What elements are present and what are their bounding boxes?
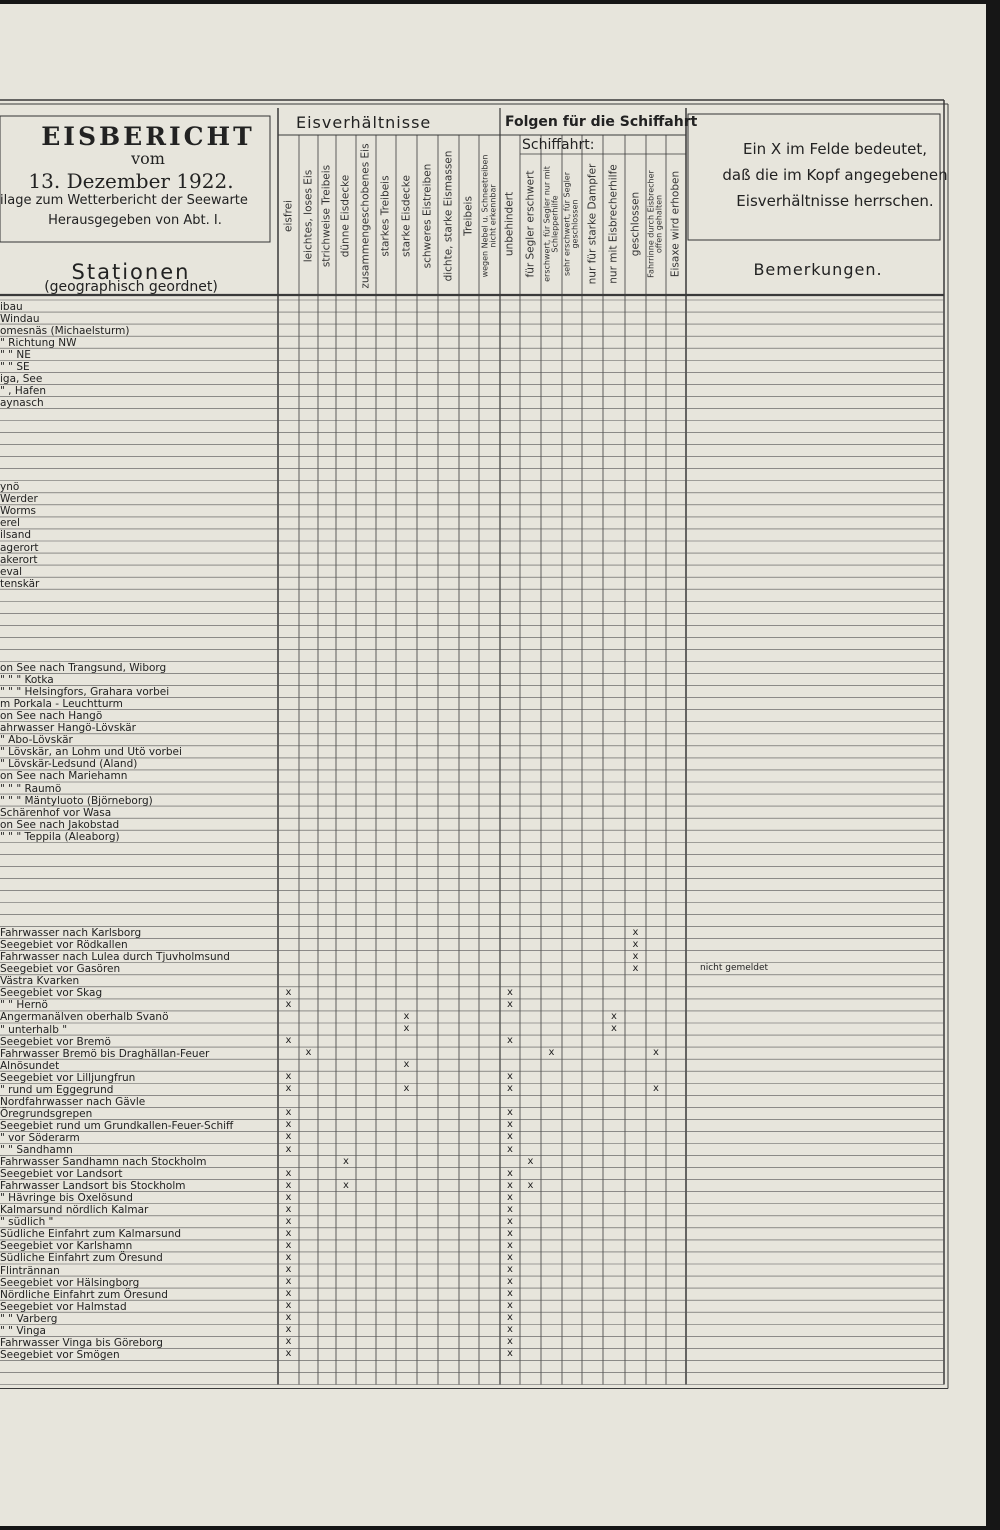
station-label: Västra Kvarken — [0, 975, 80, 988]
ice-mark: x — [285, 1143, 292, 1155]
legend-line-1: Ein X im Felde bedeutet, — [743, 140, 927, 158]
station-label: Schärenhof vor Wasa — [0, 806, 112, 819]
ice-mark: x — [507, 1167, 513, 1179]
ice-mark: x — [507, 1312, 513, 1324]
column-header: nur mit Eisbrecherhilfe — [607, 164, 620, 284]
ice-mark: x — [285, 1276, 292, 1288]
station-label: Seegebiet vor Smögen — [0, 1348, 120, 1361]
remarks-heading: Bemerkungen. — [753, 260, 883, 279]
ice-mark: x — [507, 1119, 513, 1131]
ice-mark: x — [507, 1215, 513, 1227]
ice-mark: x — [507, 1131, 513, 1143]
ice-mark: x — [507, 1179, 513, 1191]
ice-mark: x — [285, 1251, 292, 1263]
ice-mark: x — [285, 1167, 292, 1179]
station-label: on See nach Hangö — [0, 710, 103, 723]
station-label: " " " Raumö — [0, 782, 62, 795]
legend-line-3: Eisverhältnisse herrschen. — [736, 192, 934, 210]
ice-mark: x — [305, 1047, 312, 1059]
ice-mark: x — [403, 1010, 410, 1022]
station-label: Kalmarsund nördlich Kalmar — [0, 1204, 149, 1217]
column-header: eisfrei — [281, 199, 294, 233]
station-label: Angermanälven oberhalb Svanö — [0, 1011, 169, 1024]
station-label: " " " Mäntyluoto (Björneborg) — [0, 794, 153, 807]
column-header: für Segler erschwert — [523, 170, 536, 278]
station-label: Fahrwasser Bremö bis Draghällan-Feuer — [0, 1047, 210, 1060]
column-header: strichweise Treibeis — [320, 164, 333, 268]
ice-mark: x — [507, 1264, 513, 1276]
ice-mark: x — [285, 1324, 292, 1336]
station-label: Seegebiet vor Karlshamn — [0, 1240, 133, 1253]
ice-mark: x — [285, 1239, 292, 1251]
station-label: " Lövskär, an Lohm und Utö vorbei — [0, 746, 182, 759]
station-label: on See nach Mariehamn — [0, 770, 128, 783]
legend-line-2: daß die im Kopf angegebenen — [722, 166, 948, 184]
station-label: Fahrwasser Landsort bis Stockholm — [0, 1180, 186, 1193]
station-label: ahrwasser Hangö-Lövskär — [0, 722, 136, 735]
station-label: " " Sandhamn — [0, 1144, 73, 1156]
ice-mark: x — [343, 1155, 349, 1167]
station-label: " " Hernö — [0, 999, 48, 1012]
ice-mark: x — [507, 1035, 513, 1047]
ice-mark: x — [403, 1083, 410, 1095]
station-label: " " " Teppila (Aleaborg) — [0, 830, 120, 843]
ice-mark: x — [507, 1107, 513, 1119]
station-label: " südlich " — [0, 1216, 54, 1229]
column-header: Treibeis — [462, 196, 475, 236]
column-header: geschlossen — [628, 191, 641, 257]
ice-mark: x — [632, 950, 639, 962]
ice-mark: x — [507, 1191, 513, 1203]
ice-mark: x — [632, 938, 639, 950]
ice-mark: x — [285, 1227, 292, 1239]
ice-mark: x — [285, 1119, 292, 1131]
station-label: iga, See — [0, 372, 43, 385]
column-header: dünne Eisdecke — [339, 174, 352, 258]
station-label: " vor Söderarm — [0, 1131, 80, 1144]
shipping-heading: Folgen für die Schiffahrt — [505, 114, 698, 130]
station-label: " , Hafen — [0, 384, 46, 397]
station-label: Öregrundsgrepen — [0, 1107, 93, 1120]
ice-mark: x — [653, 1083, 659, 1095]
ice-conditions-heading: Eisverhältnisse — [296, 113, 432, 132]
ice-mark: x — [507, 1348, 513, 1360]
report-publisher: Herausgegeben von Abt. I. — [48, 213, 222, 228]
report-title: EISBERICHT — [41, 122, 255, 151]
station-label: on See nach Trangsund, Wiborg — [0, 662, 167, 674]
station-label: tenskär — [0, 577, 40, 590]
station-label: eval — [0, 565, 23, 578]
ice-mark: x — [527, 1179, 534, 1191]
station-label: " Richtung NW — [0, 336, 77, 349]
station-label: akerort — [0, 553, 38, 566]
ice-mark: x — [285, 1288, 292, 1300]
station-label: Südliche Einfahrt zum Kalmarsund — [0, 1228, 182, 1241]
station-label: Seegebiet vor Lilljungfrun — [0, 1071, 136, 1084]
station-label: " rund um Eggegrund — [0, 1083, 114, 1096]
station-label: Seegebiet vor Skag — [0, 987, 103, 1000]
ice-mark: x — [285, 1203, 292, 1215]
ice-mark: x — [285, 1300, 292, 1312]
column-header: schweres Eistreiben — [420, 163, 433, 269]
report-date: 13. Dezember 1922. — [28, 169, 234, 193]
ice-mark: x — [507, 1071, 513, 1083]
station-label: Worms — [0, 505, 37, 518]
report-vom: vom — [131, 149, 165, 168]
column-header: Fahrrinne durch Eisbrecher offen gehalten — [646, 170, 664, 278]
ice-mark: x — [507, 986, 513, 998]
ice-mark: x — [507, 1083, 513, 1095]
station-label: Flintrännan — [0, 1264, 60, 1277]
ice-mark: x — [285, 1131, 292, 1143]
column-header: dichte, starke Eismassen — [441, 150, 454, 282]
station-label: Nordfahrwasser nach Gävle — [0, 1095, 146, 1108]
column-header: zusammengeschobenes Eis — [359, 143, 372, 289]
station-label: agerort — [0, 541, 39, 554]
station-label: Fahrwasser Sandhamn nach Stockholm — [0, 1156, 207, 1169]
ice-mark: x — [653, 1047, 659, 1059]
column-header: erschwert, für Segler nur mit Schlepperhilfe — [542, 166, 560, 282]
station-label: " " " Kotka — [0, 674, 54, 687]
ice-mark: x — [403, 1059, 410, 1071]
station-label: Seegebiet vor Halmstad — [0, 1300, 127, 1313]
station-label: Fahrwasser Vinga bis Göreborg — [0, 1336, 163, 1349]
station-label: Fahrwasser nach Lulea durch Tjuvholmsund — [0, 951, 230, 964]
ice-mark: x — [507, 1143, 513, 1155]
ice-mark: x — [285, 986, 292, 998]
ice-mark: x — [507, 1324, 513, 1336]
ice-mark: x — [507, 1251, 513, 1263]
ice-mark: x — [507, 1227, 513, 1239]
station-label: Seegebiet vor Bremö — [0, 1035, 111, 1048]
column-header: wegen Nebel u. Schneetreiben nicht erkennbar — [480, 154, 498, 278]
ice-mark: x — [285, 1107, 292, 1119]
ice-mark: x — [507, 1203, 513, 1215]
station-label: erel — [0, 517, 20, 530]
station-label: Seegebiet vor Rödkallen — [0, 939, 128, 952]
column-header: starkes Treibeis — [379, 175, 392, 257]
column-header: unbehindert — [503, 191, 516, 257]
ice-mark: x — [285, 1191, 292, 1203]
ice-mark: x — [507, 998, 513, 1010]
station-label: Werder — [0, 493, 38, 506]
station-label: Seegebiet vor Hälsingborg — [0, 1276, 140, 1289]
stations-subheading: (geographisch geordnet) — [44, 279, 218, 295]
station-label: ynö — [0, 481, 20, 494]
ice-mark: x — [285, 1312, 292, 1324]
column-header: Eisaxe wird erhoben — [669, 170, 682, 278]
ice-mark: x — [285, 1071, 292, 1083]
ice-mark: x — [527, 1155, 534, 1167]
ice-mark: x — [611, 1023, 617, 1035]
station-label: Nördliche Einfahrt zum Öresund — [0, 1288, 168, 1301]
station-label: " unterhalb " — [0, 1023, 68, 1036]
ice-mark: x — [507, 1288, 513, 1300]
ice-mark: x — [403, 1023, 410, 1035]
station-label: Alnösundet — [0, 1059, 60, 1072]
column-header: leichtes, loses Eis — [301, 169, 314, 263]
station-label: " Abo-Lövskär — [0, 734, 73, 747]
station-label: " " Varberg — [0, 1312, 58, 1325]
station-label: Seegebiet rund um Grundkallen-Feuer-Schiff — [0, 1119, 234, 1132]
station-label: Windau — [0, 312, 40, 325]
station-label: Fahrwasser nach Karlsborg — [0, 927, 142, 940]
ice-report-sheet — [0, 4, 986, 1526]
station-label: aynasch — [0, 396, 44, 409]
column-header: nur für starke Dampfer — [585, 163, 598, 285]
station-label: " " NE — [0, 348, 31, 361]
ice-mark: x — [632, 926, 639, 938]
station-label: m Porkala - Leuchtturm — [0, 698, 123, 711]
station-label: Seegebiet vor Landsort — [0, 1168, 123, 1181]
shipping-label: Schiffahrt: — [522, 137, 595, 153]
ice-mark: x — [611, 1010, 617, 1022]
station-label: ilsand — [0, 529, 32, 542]
ice-mark: x — [285, 1179, 292, 1191]
stations-heading: Stationen — [71, 260, 191, 284]
station-label: ibau — [0, 300, 23, 313]
ice-mark: x — [343, 1179, 349, 1191]
ice-mark: x — [285, 1035, 292, 1047]
remark-text: nicht gemeldet — [700, 962, 769, 973]
column-header: sehr erschwert, für Segler geschlossen — [562, 171, 580, 277]
ice-mark: x — [285, 1336, 292, 1348]
station-label: " " Vinga — [0, 1324, 46, 1337]
ice-mark: x — [507, 1300, 513, 1312]
ice-mark: x — [285, 1083, 292, 1095]
ice-mark: x — [507, 1336, 513, 1348]
ice-mark: x — [285, 1215, 292, 1227]
ice-mark: x — [632, 962, 639, 974]
station-label: " " " Helsingfors, Grahara vorbei — [0, 686, 170, 699]
ice-mark: x — [507, 1239, 513, 1251]
station-label: on See nach Jakobstad — [0, 818, 120, 831]
station-label: Südliche Einfahrt zum Öresund — [0, 1252, 163, 1265]
column-header: starke Eisdecke — [399, 175, 412, 257]
station-label: " " SE — [0, 360, 30, 373]
station-label: " Lövskär-Ledsund (Aland) — [0, 758, 138, 771]
ice-mark: x — [285, 1348, 292, 1360]
ice-mark: x — [507, 1276, 513, 1288]
station-label: Seegebiet vor Gasören — [0, 963, 121, 976]
station-label: omesnäs (Michaelsturm) — [0, 324, 130, 337]
ice-mark: x — [285, 998, 292, 1010]
report-supplement: ilage zum Wetterbericht der Seewarte — [0, 193, 248, 208]
ice-mark: x — [548, 1047, 555, 1059]
station-label: " Hävringe bis Oxelösund — [0, 1192, 133, 1205]
ice-mark: x — [285, 1264, 292, 1276]
